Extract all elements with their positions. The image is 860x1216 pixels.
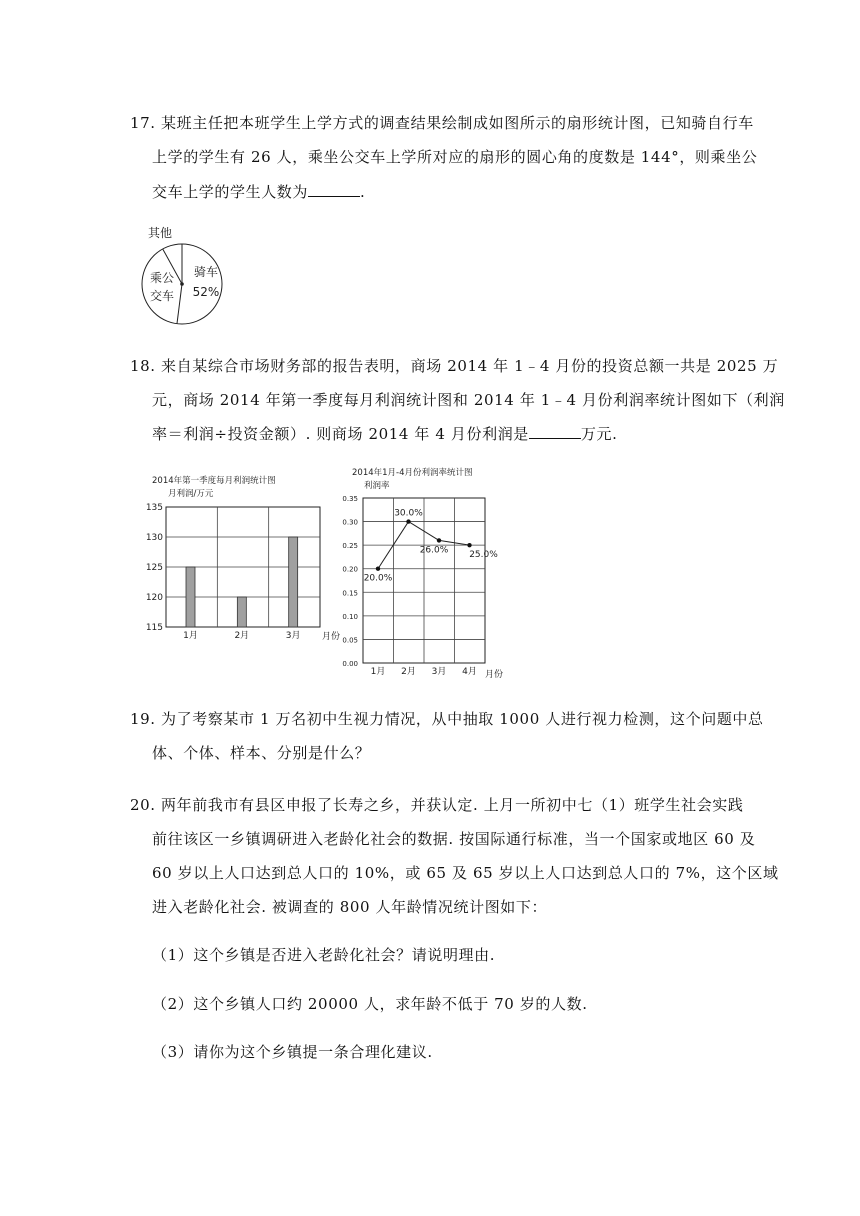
answer-blank-17[interactable] [308, 181, 360, 197]
bar-chart-xlabel: 月份 [322, 632, 340, 642]
bar-xtick-label: 1月 [183, 631, 198, 641]
answer-blank-18[interactable] [529, 423, 581, 439]
line-data-label: 25.0% [469, 550, 498, 561]
q20-line-3: 60 岁以上人口达到总人口的 10%，或 65 及 65 岁以上人口达到总人口的 7%，这个区域 [152, 864, 779, 882]
pie-value-bike: 52% [192, 285, 220, 299]
bar-chart-ylabel: 月利润/万元 [168, 489, 214, 499]
q17-line-3-text: 交车上学的学生人数为 [152, 183, 309, 201]
pie-label-other: 其他 [148, 226, 173, 240]
pie-slice-boundary-3 [177, 284, 182, 324]
q20-line-4: 进入老龄化社会. 被调查的 800 人年龄情况统计图如下： [152, 898, 548, 916]
bar-chart-title: 2014年第一季度每月利润统计图 [152, 476, 276, 486]
line-xtick-label: 1月 [370, 667, 386, 677]
pie-label-bus-2: 交车 [149, 289, 175, 303]
q19-line-2: 体、个体、样本、分别是什么？ [152, 744, 371, 762]
line-xtick-label: 2月 [401, 667, 416, 677]
q18-line-1: 18. 来自某综合市场财务部的报告表明，商场 2014 年 1﹣4 月份的投资总额一共是 2025 万 [130, 357, 779, 375]
q18-line-3 [152, 423, 617, 445]
line-data-label: 20.0% [363, 573, 393, 584]
bar-2 [237, 597, 246, 627]
pie-label-bike: 骑车 [193, 265, 219, 279]
q17-line-3-end: . [360, 183, 366, 201]
line-ytick-label: 0.25 [342, 542, 358, 551]
bar-xtick-label: 3月 [285, 631, 301, 641]
line-point-1 [376, 567, 380, 571]
bar-ytick-label: 125 [145, 563, 163, 573]
q17-line-3 [152, 181, 365, 203]
line-point-4 [467, 543, 471, 547]
q18-line-2: 元，商场 2014 年第一季度每月利润统计图和 2014 年 1﹣4 月份利润率统计图如下（利润 [152, 391, 785, 409]
line-chart-xlabel: 月份 [485, 670, 504, 680]
q20-sub-3: （3）请你为这个乡镇提一条合理化建议. [152, 1043, 433, 1061]
line-ytick-label: 0.15 [342, 589, 358, 598]
bar-ytick-label: 115 [145, 623, 163, 633]
bar-ytick-label: 135 [145, 503, 163, 513]
line-ytick-label: 0.10 [342, 612, 358, 621]
line-ytick-label: 0.05 [342, 636, 358, 645]
line-ytick-label: 0.00 [342, 660, 358, 668]
q20-sub-1: （1）这个乡镇是否进入老龄化社会？请说明理由. [152, 946, 496, 964]
line-ytick-label: 0.30 [342, 518, 358, 527]
q20-line-2: 前往该区一乡镇调研进入老龄化社会的数据. 按国际通行标准，当一个国家或地区 60 及 [152, 830, 756, 848]
q19-line-1: 19. 为了考察某市 1 万名初中生视力情况，从中抽取 1000 人进行视力检测，这个问题中总 [130, 710, 764, 728]
bar-1 [186, 567, 195, 627]
bar-chart-monthly-profit [140, 470, 340, 650]
q17-line-1: 17. 某班主任把本班学生上学方式的调查结果绘制成如图所示的扇形统计图，已知骑自行车 [130, 114, 754, 132]
line-ytick-label: 0.20 [342, 565, 358, 574]
bar-ytick-label: 120 [145, 593, 163, 603]
bar-ytick-label: 130 [145, 533, 163, 543]
line-chart-ylabel: 利润率 [364, 481, 390, 491]
bar-3 [289, 537, 298, 627]
pie-center-dot [180, 282, 184, 286]
line-xtick-label: 4月 [462, 667, 477, 677]
pie-label-bus-1: 乘公 [149, 271, 175, 285]
q20-sub-2: （2）这个乡镇人口约 20000 人，求年龄不低于 70 岁的人数. [152, 995, 588, 1013]
line-ytick-label: 0.35 [342, 495, 358, 503]
line-chart-title: 2014年1月-4月份利润率统计图 [352, 468, 473, 478]
bar-xtick-label: 2月 [234, 631, 250, 641]
q20-line-1: 20. 两年前我市有县区申报了长寿之乡，并获认定. 上月一所初中七（1）班学生社会实践 [130, 796, 744, 814]
pie-chart-commute [140, 222, 250, 332]
line-xtick-label: 3月 [431, 667, 447, 677]
q17-line-2: 上学的学生有 26 人，乘坐公交车上学所对应的扇形的圆心角的度数是 144°，则乘坐公 [152, 148, 758, 166]
line-data-label: 26.0% [419, 545, 449, 556]
line-point-3 [437, 538, 441, 542]
line-point-2 [406, 519, 410, 523]
q18-line-3-text: 率＝利润÷投资金额）. 则商场 2014 年 4 月份利润是 [152, 425, 529, 443]
line-chart-profit-rate [338, 462, 510, 684]
q18-line-3-end: 万元. [580, 425, 618, 443]
line-data-label: 30.0% [394, 508, 423, 519]
